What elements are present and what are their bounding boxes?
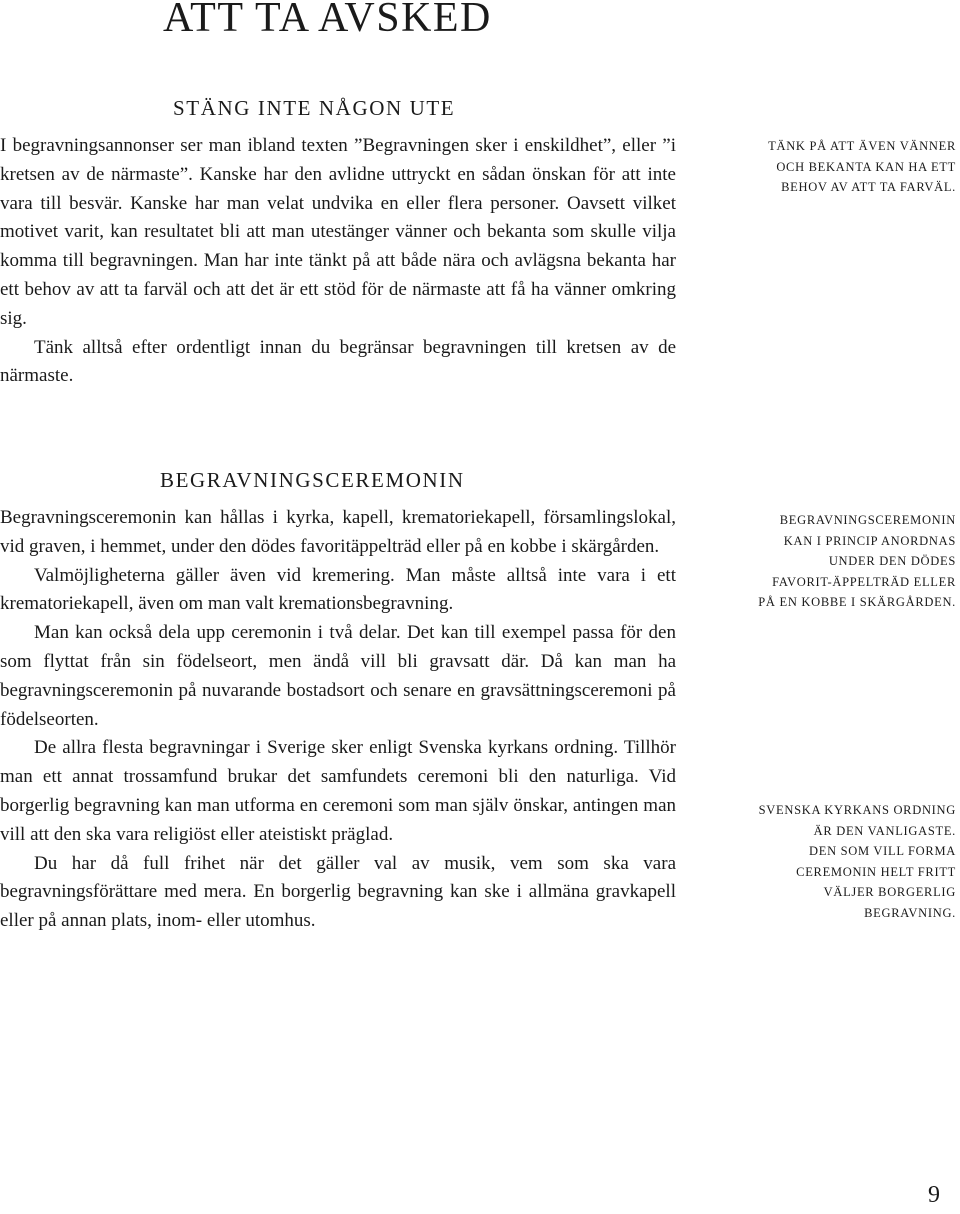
- paragraph: Begravningsceremonin kan hållas i kyrka, kapell, krematoriekapell, församlingslokal, vid graven, i hemmet, under den dödes favoritäppelträd eller på en kobbe i skärgården.: [0, 507, 676, 557]
- paragraph: Man kan också dela upp ceremonin i två delar. Det kan till exempel passa för den som flyttat från sin födelseort, men ändå vill bli gravsatt där. Då kan man ha begravningsceremonin på nuvarande bostadsort och senare en gravsättningsceremoni på födelseorten.: [0, 622, 676, 730]
- page-title: ATT TA AVSKED: [163, 0, 492, 41]
- section-body-stang-inte-nagon-ute: [0, 132, 676, 391]
- section-body-begravningsceremonin: [0, 504, 676, 936]
- paragraph: I begravningsannonser ser man ibland texten ”Begravningen sker i enskildhet”, eller ”i kretsen av de närmaste”. Kanske har den avlidne uttryckt en sådan önskan för att inte vara till besvär. Kanske har man velat undvika en eller flera personer. Oavsett vilket motivet varit, kan resultatet bli att man utestänger vänner och bekanta som skulle vilja komma till begravningen. Man har inte tänkt på att både nära och avlägsna bekanta har ett behov av att ta farväl och att det är ett stöd för de närmaste att få ha vänner omkring sig.: [0, 135, 676, 329]
- paragraph: Du har då full frihet när det gäller val av musik, vem som ska vara begravningsförättare med mera. En borgerlig begravning kan ske i allmäna gravkapell eller på annan plats, inom- eller utomhus.: [0, 852, 676, 932]
- paragraph: De allra flesta begravningar i Sverige sker enligt Svenska kyrkans ordning. Tillhör man ett annat trossamfund brukar det samfundets ceremoni bli den naturliga. Vid borgerlig begravning kan man utforma en ceremoni som man själv önskar, antingen man vill att den ska vara religiöst eller ateistiskt präglad.: [0, 737, 676, 845]
- page-number: 9: [928, 1182, 940, 1208]
- sidenote-vanner-farval: TÄNK PÅ ATT ÄVEN VÄNNER OCH BEKANTA KAN HA ETT BEHOV AV ATT TA FARVÄL.: [768, 139, 956, 194]
- section-heading-begravningsceremonin: BEGRAVNINGSCEREMONIN: [160, 468, 465, 492]
- paragraph: Tänk alltså efter ordentligt innan du begränsar begravningen till kretsen av de närmaste.: [0, 336, 676, 387]
- section-heading-stang-inte-nagon-ute: STÄNG INTE NÅGON UTE: [173, 96, 456, 120]
- sidenote-ceremoni-plats: BEGRAVNINGSCEREMONIN KAN I PRINCIP ANORDNAS UNDER DEN DÖDES FAVORIT-ÄPPELTRÄD ELLER PÅ EN KOBBE I SKÄRGÅRDEN.: [758, 513, 956, 609]
- paragraph: Valmöjligheterna gäller även vid kremering. Man måste alltså inte vara i ett krematoriekapell, även om man valt kremationsbegravning.: [0, 564, 676, 615]
- sidenote-svenska-kyrkans-ordning: SVENSKA KYRKANS ORDNING ÄR DEN VANLIGASTE. DEN SOM VILL FORMA CEREMONIN HELT FRITT VÄLJER BORGERLIG BEGRAVNING.: [758, 803, 956, 920]
